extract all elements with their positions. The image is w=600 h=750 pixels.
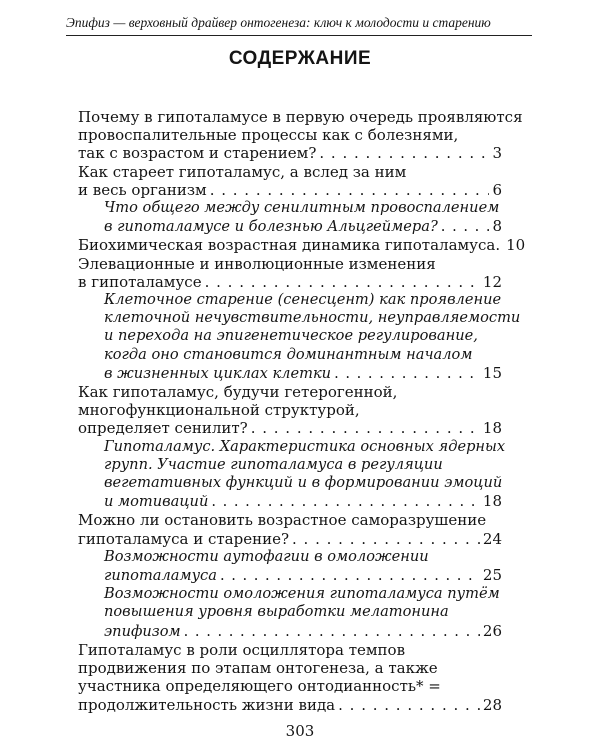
toc-entry-line: в жизненных циклах клетки	[104, 364, 332, 382]
toc-page-number: 10	[506, 236, 526, 255]
toc-page-number: 25	[482, 566, 502, 585]
toc-entry	[78, 163, 502, 199]
toc-entry-last-line	[78, 273, 502, 291]
toc-entry-last-line	[104, 492, 502, 511]
toc-entry-line: клеточной нечувствительности, неуправляемости	[104, 309, 521, 327]
toc-page-number: 28	[482, 695, 502, 714]
dot-leader	[338, 696, 480, 714]
toc-entry-last-line	[78, 144, 502, 162]
toc-entry-last-line	[78, 181, 502, 199]
dot-leader	[334, 365, 480, 383]
toc-entry-last-line	[104, 566, 502, 585]
toc-entry-line: так с возрастом и старением?	[78, 144, 317, 163]
toc-page-number: 26	[482, 621, 502, 640]
toc-entry-line: Что общего между сенилитным провоспалением	[104, 199, 500, 217]
toc-entry-line: определяет сенилит?	[78, 419, 248, 438]
toc-entry	[104, 291, 521, 383]
page-number: 303	[285, 722, 315, 740]
toc-entry-line: Биохимическая возрастная динамика гипоталамуса.	[78, 236, 501, 255]
toc-page-number: 3	[492, 144, 502, 163]
toc-entry-last-line	[78, 530, 502, 548]
toc-page-number: 15	[482, 363, 502, 382]
toc-entry	[78, 108, 523, 163]
toc-entry	[104, 548, 502, 585]
dot-leader	[210, 181, 490, 199]
toc-entry	[78, 255, 502, 291]
toc-entry-last-line	[78, 696, 502, 714]
dot-leader	[251, 419, 480, 437]
toc-entry	[78, 641, 502, 714]
toc-entry-line: Гипоталамус. Характеристика основных ядерных	[104, 437, 506, 455]
toc-entry-line: эпифизом	[104, 622, 181, 640]
toc-entry-line: и перехода на эпигенетическое регулирование,	[104, 327, 478, 345]
toc-entry-line: Возможности аутофагии в омоложении	[104, 547, 429, 565]
dot-leader	[292, 530, 480, 548]
toc-entry-line: Как гипоталамус, будучи гетерогенной,	[78, 383, 398, 402]
toc-entry-line: Можно ли остановить возрастное саморазрушение	[78, 511, 487, 530]
toc-entry	[104, 437, 506, 512]
toc-entry-line: Клеточное старение (сенесцент) как проявление	[104, 291, 502, 309]
dot-leader	[319, 144, 489, 162]
header-rule	[66, 35, 532, 36]
toc-entry-line: Элевационные и инволюционные изменения	[78, 254, 436, 273]
toc-page-number: 6	[492, 180, 502, 199]
table-of-contents	[78, 108, 526, 714]
toc-entry-last-line	[104, 622, 502, 641]
toc-entry-line: продолжительность жизни вида	[78, 695, 336, 714]
toc-entry-line: и весь организм	[78, 180, 207, 199]
toc-entry-line: гипоталамуса и старение?	[78, 529, 290, 548]
dot-leader	[441, 218, 490, 236]
toc-entry	[104, 199, 502, 236]
toc-entry-last-line	[78, 236, 526, 255]
toc-entry-last-line	[104, 364, 502, 383]
toc-page-number: 24	[482, 529, 502, 548]
toc-entry-line: вегетативных функций и в формировании эмоций	[104, 474, 503, 492]
toc-entry-line: групп. Участие гипоталамуса в регуляции	[104, 455, 443, 473]
toc-page-number: 8	[492, 217, 502, 236]
toc-entry-line: гипоталамуса	[104, 567, 217, 585]
toc-entry-line: повышения уровня выработки мелатонина	[104, 603, 449, 621]
dot-leader	[211, 493, 480, 511]
toc-entry-line: Как стареет гипоталамус, а вслед за ним	[78, 162, 407, 181]
toc-entry-line: и мотиваций	[104, 493, 209, 511]
toc-page-number: 12	[482, 272, 502, 291]
toc-entry-line: в гипоталамусе и болезнью Альцгеймера?	[104, 218, 438, 236]
dot-leader	[205, 273, 480, 291]
toc-entry-last-line	[104, 217, 502, 236]
running-head: Эпифиз — верховный драйвер онтогенеза: ключ к молодости и старению	[66, 15, 491, 30]
toc-entry	[78, 511, 502, 547]
toc-entry	[104, 585, 502, 641]
page-title: СОДЕРЖАНИЕ	[228, 48, 372, 69]
toc-entry	[78, 236, 526, 255]
toc-entry-line: Почему в гипоталамусе в первую очередь проявляются	[78, 108, 523, 126]
toc-entry-line: многофункциональной структурой,	[78, 401, 360, 420]
toc-entry-line: Гипоталамус в роли осциллятора темпов	[78, 640, 406, 659]
toc-entry-line: Возможности омоложения гипоталамуса путём	[104, 585, 500, 603]
toc-entry-line: продвижения по этапам онтогенеза, а также	[78, 659, 438, 678]
toc-page-number: 18	[482, 419, 502, 438]
toc-page-number: 18	[482, 492, 502, 511]
dot-leader	[220, 567, 480, 585]
toc-entry-line: участника определяющего онтодианность* =	[78, 677, 441, 696]
toc-entry-last-line	[78, 419, 502, 437]
dot-leader	[184, 623, 480, 641]
toc-entry-line: в гипоталамусе	[78, 272, 202, 291]
toc-entry	[78, 383, 502, 438]
toc-entry-line: когда оно становится доминантным началом	[104, 345, 473, 363]
toc-entry-line: провоспалительные процессы как с болезнями,	[78, 126, 459, 145]
